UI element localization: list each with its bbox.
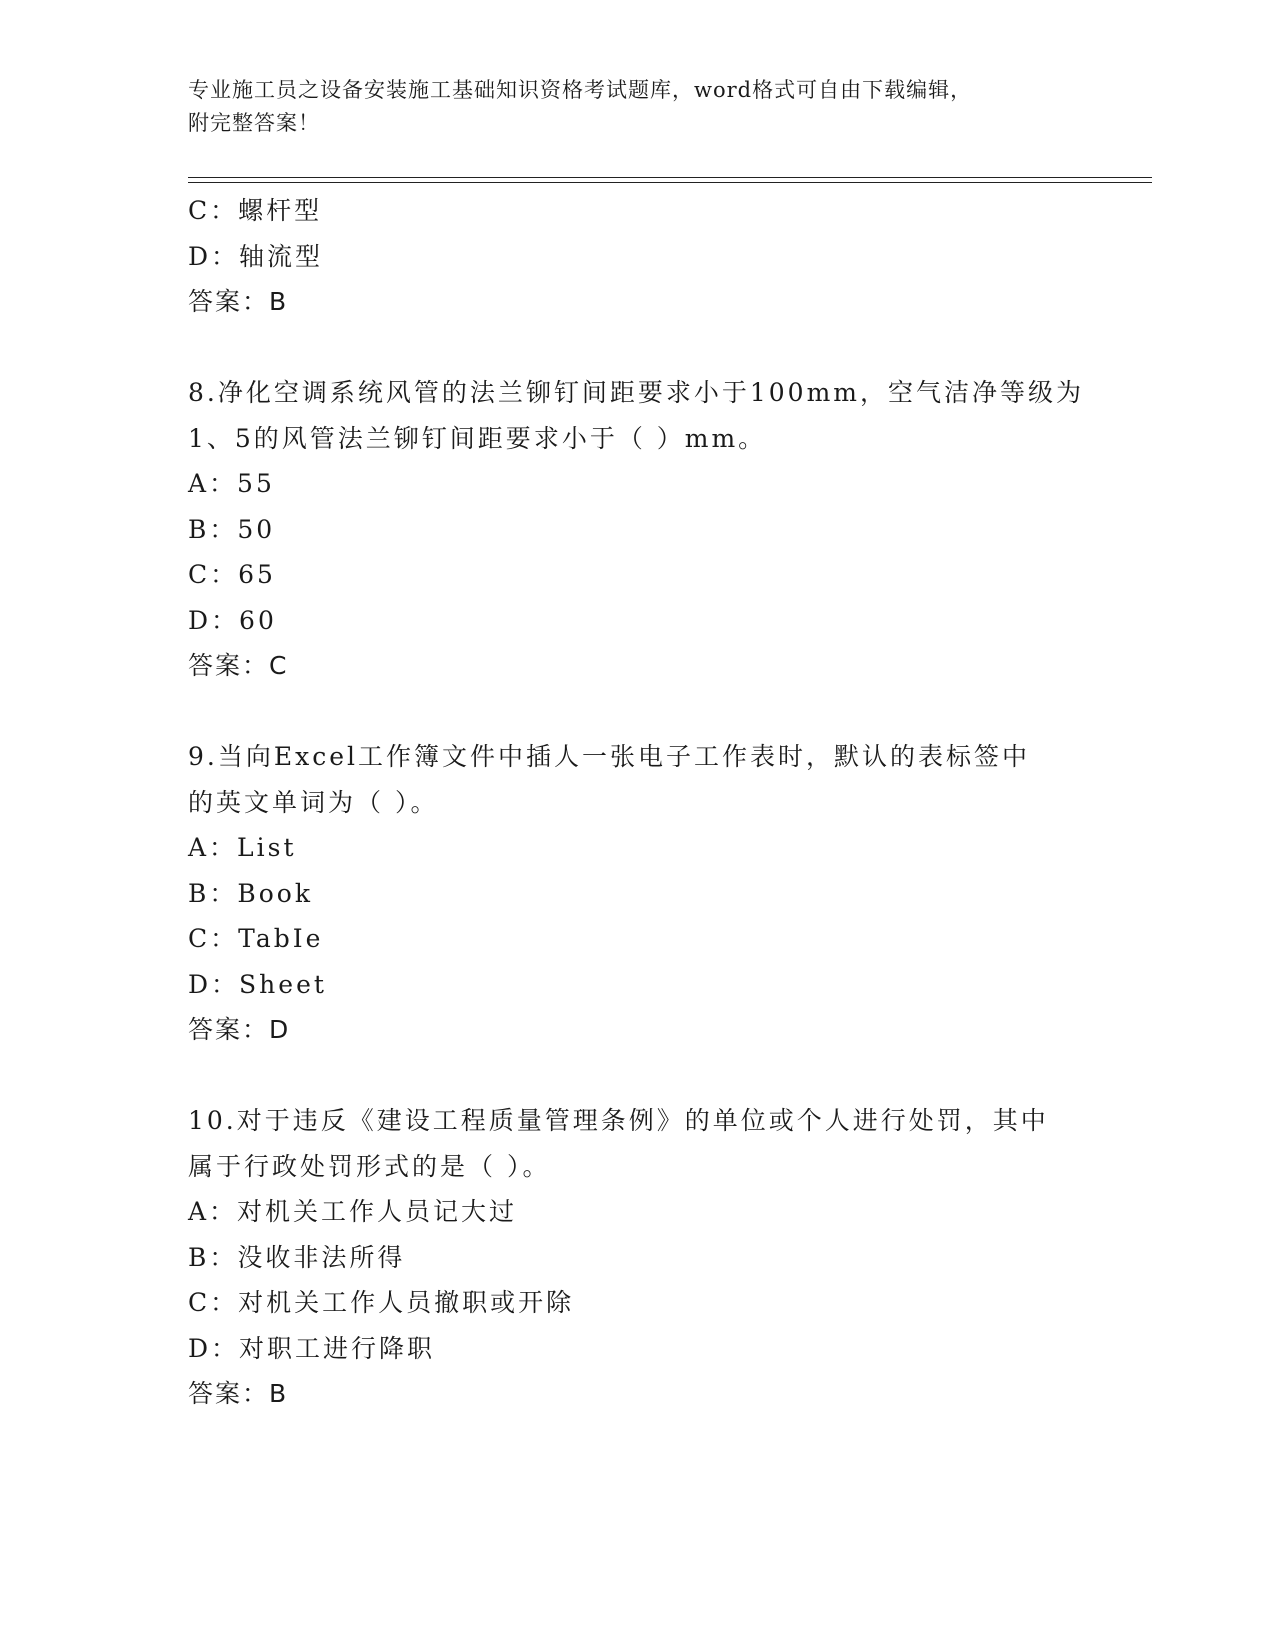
question-stem-line-1: 9.当向Excel工作簿文件中插人一张电子工作表时，默认的表标签中 xyxy=(188,742,1030,771)
answer-line: 答案：B xyxy=(188,1379,289,1408)
header-divider-top xyxy=(188,177,1152,178)
question-list xyxy=(188,188,1088,1417)
question-stem-line-2: 1、5的风管法兰铆钉间距要求小于（ ）mm。 xyxy=(188,423,767,453)
header-line-1: 专业施工员之设备安装施工基础知识资格考试题库，word格式可自由下载编辑， xyxy=(188,78,973,102)
question-9 xyxy=(188,734,1088,1053)
option-d: D：轴流型 xyxy=(188,241,324,271)
option-d: D：Sheet xyxy=(188,969,327,999)
option-d: D：对职工进行降职 xyxy=(188,1333,436,1363)
answer-line: 答案：C xyxy=(188,651,289,680)
option-b: B：50 xyxy=(188,514,276,544)
option-b: B：Book xyxy=(188,878,313,908)
question-8 xyxy=(188,370,1088,689)
question-stem-line-2: 的英文单词为（ ）。 xyxy=(188,787,439,817)
option-a: A：55 xyxy=(188,469,275,498)
question-stem-line-1: 10.对于违反《建设工程质量管理条例》的单位或个人进行处罚，其中 xyxy=(188,1106,1049,1135)
option-c: C：65 xyxy=(188,560,276,589)
question-10 xyxy=(188,1098,1088,1417)
option-c: C：对机关工作人员撤职或开除 xyxy=(188,1288,575,1317)
header-line-2: 附完整答案！ xyxy=(188,111,320,135)
document-header xyxy=(188,74,1088,140)
option-a: A：List xyxy=(188,833,297,862)
spacer xyxy=(188,325,1088,371)
answer-line: 答案：D xyxy=(188,1015,291,1044)
option-c: C：TabIe xyxy=(188,924,324,953)
question-stem-line-2: 属于行政处罚形式的是（ ）。 xyxy=(188,1151,551,1181)
spacer xyxy=(188,1053,1088,1099)
answer-line: 答案：B xyxy=(188,287,289,316)
header-divider-bottom xyxy=(188,182,1152,183)
option-a: A：对机关工作人员记大过 xyxy=(188,1197,518,1226)
question-7-continued xyxy=(188,188,1088,325)
option-c: C：螺杆型 xyxy=(188,196,323,225)
question-stem-line-1: 8.净化空调系统风管的法兰铆钉间距要求小于100mm，空气洁净等级为 xyxy=(188,378,1084,407)
option-d: D：60 xyxy=(188,605,277,635)
option-b: B：没收非法所得 xyxy=(188,1242,406,1272)
spacer xyxy=(188,689,1088,735)
